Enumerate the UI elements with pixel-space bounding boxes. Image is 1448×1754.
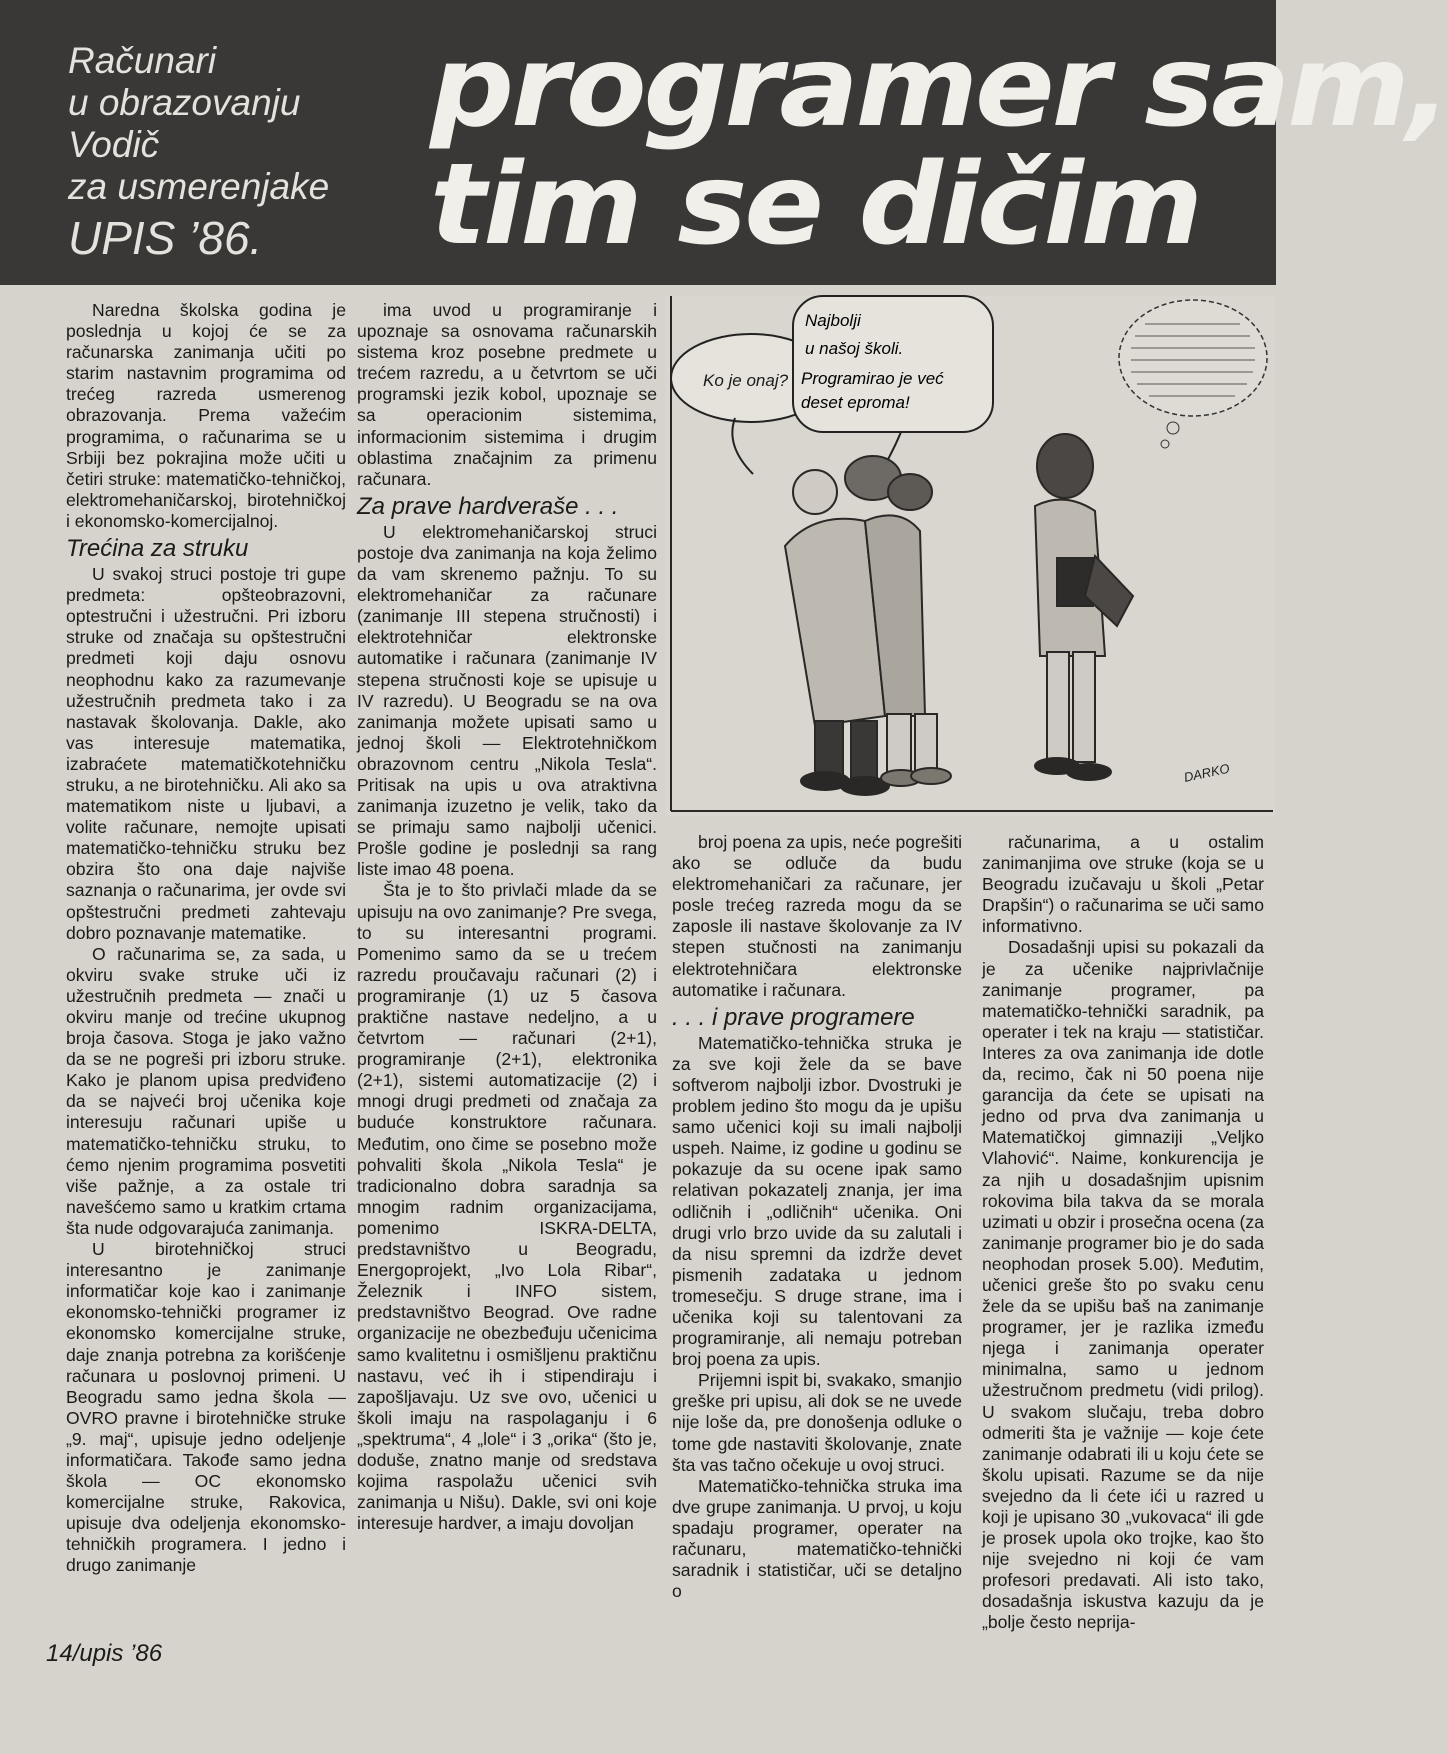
column-4	[982, 832, 1264, 1634]
bubble-right-line: u našoj školi.	[805, 339, 904, 358]
section-heading: Trećina za struku	[66, 535, 249, 563]
section-kicker	[68, 40, 329, 264]
cartoon-illustration	[665, 296, 1275, 816]
kicker-line: Računari	[68, 40, 217, 81]
upis-label: UPIS ’86.	[68, 212, 263, 264]
paragraph: U elektromehaničarskoj struci postoje dva zanimanja na koja želimo da vam skrenemo pažnju. To su elektromehaničar za računare (zanimanje III stepena stručnosti) i elektrotehničar elektronske automatike i računara (zanimanje IV stepena stručnosti koje se upisuje u IV razredu). U Beogradu se na ova zanimanja možete upisati samo u jednoj školi — Elektrotehničkom obrazovnom centru „Nikola Tesla“. Pritisak na upis u ova atraktivna zanimanja izuzetno je velik, tako da se primaju samo najbolji učenici. Prošle godine je poslednji sa rang liste imao 48 poena.	[357, 521, 657, 880]
column-3	[672, 832, 962, 1602]
column-2	[357, 300, 657, 1534]
headline-line-1: programer sam,	[430, 22, 1448, 152]
paragraph: Matematičko-tehnička struka ima dve grupe zanimanja. U prvoj, u koju spadaju programer, operater na računaru, matematičko-tehnički saradnik i statističar, uči se detaljno o	[672, 1475, 962, 1602]
bubble-right-line: Najbolji	[805, 311, 861, 330]
paragraph: Prijemni ispit bi, svakako, smanjio greške pri upisu, ali dok se ne uvede nije loše da, pre donošenja odluke o tome gde nastaviti školovanje, znate šta vas tačno očekuje u ovoj struci.	[672, 1370, 962, 1475]
kicker-line: u obrazovanju	[68, 82, 301, 123]
paragraph: Šta je to što privlači mlade da se upisuju na ovo zanimanje? Pre svega, to su interesantni programi. Pomenimo samo da se u trećem razredu proučavaju računari (2) i programiranje (1) uz 5 časova praktične nastave nedeljno, a u četvrtom — računari (2+1), programiranje (2+1), elektronika (2+1), sistemi automatizacije (2) i mnogi drugi predmeti od značaja za buduće konstruktore računara. Međutim, ono čime se posebno može pohvaliti škola „Nikola Tesla“ je tradicionalno dobra saradnja sa mnogim radnim organizacijama, pomenimo ISKRA-DELTA, predstavništvo u Beogradu, Energoprojekt, „Ivo Lola Ribar“, Železnik i INFO sistem, predstavništvo Beograd. Ove radne organizacije ne obezbeđuju učenicima samo kvalitetnu i osmišljenu praktičnu nastavu, već ih i stipendiraju i zapošljavaju. Uz sve ovo, učenici u školi imaju na raspolaganju i 6 „spektruma“, 4 „lole“ i 3 „orika“ (što je, doduše, znatno manje od sredstava kojima raspolažu učenici svih zanimanja u Nišu). Dakle, svi oni koje interesuje hardver, a imaju dovoljan	[357, 880, 657, 1534]
kicker-line: Vodič	[68, 124, 160, 165]
paragraph: U birotehničkoj struci interesantno je zanimanje informatičar koje kao i zanimanje ekonomsko-tehnički programer iz ekonomsko komercijalne struke, daje znanja potrebna za korišćenje računara u poslovnoj primeni. U Beogradu samo jedna škola — OVRO pravne i birotehničke struke „9. maj“, upisuje jedno odeljenje informatičara. Takođe samo jedna škola — OC ekonomsko komercijalne struke, Rakovica, upisuje dva odeljenja ekonomsko-tehničkih programera. I jedno i drugo zanimanje	[66, 1239, 346, 1576]
section-heading: . . . i prave programere	[672, 1003, 915, 1031]
paragraph: računarima, a u ostalim zanimanjima ove struke (koja se u Beogradu izučavaju u školi „Petar Drapšin“) o računarima se uči samo informativno.	[982, 832, 1264, 937]
paragraph: U svakoj struci postoje tri gupe predmeta: opšteobrazovni, optestručni i užestručni. Pri izboru struke od značaja su opštestručni predmeti koji daju osnovu neophodnu kako za razumevanje užestručnih predmeta tako i za nastavak školovanja. Dakle, ako vas interesuje matematika, izabraćete matematičkotehničku struku, a ne birotehničku. Ali ako sa matematikom niste u ljubavi, a volite računare, nemojte upisati matematičko-tehničku struku bez obzira što ona daje najviše saznanja o računarima, jer ovde svi opštestručni predmeti zahtevaju dobro poznavanje matematike.	[66, 564, 346, 943]
header-banner	[0, 0, 1448, 285]
bubble-right-line: deset eproma!	[801, 393, 910, 412]
paragraph: Naredna školska godina je poslednja u kojoj će se za računarska zanimanja učiti po starim nastavnim programima od trećeg razreda usmerenog obrazovanja. Prema važećim programima, o računarima se u Srbiji bez pokrajina može učiti u četiri struke: matematičko-tehničkoj, elektromehaničarskoj, birotehničkoj i ekonomsko-komercijalnoj.	[66, 300, 346, 531]
headline-line-2: tim se dičim	[430, 140, 1200, 270]
column-1	[66, 300, 346, 1577]
paragraph: O računarima se, za sada, u okviru svake struke uči iz užestručnih predmeta — znači u okviru manje od trećine ukupnog broja časova. Stoga je jako važno da se ne pogreši pri izboru struke. Kako je planom upisa predviđeno da se najveći broj učenika koje interesuju računari upiše u matematičko-tehničku struku, to ćemo njenim programima posvetiti više pažnje, a za ostale tri navešćemo samo u kratkim crtama šta nude odgovarajuća zanimanja.	[66, 943, 346, 1238]
paragraph: Dosadašnji upisi su pokazali da je za učenike najprivlačnije zanimanje programer, pa matematičko-tehnički saradnik, pa operater i tek na kraju — statističar. Interes za ova zanimanja ide dotle da, recimo, čak ni 50 poena nije garancija da ćete se upisati na jedno od prva dva zanimanja u Matematičkoj gimnaziji „Veljko Vlahović“. Naime, konkurencija je za njih u dosadašnjim upisnim rokovima bila takva da se morala uzimati u obzir i prosečna ocena (za zanimanje programer bio je do sada neophodan prosek 5.00). Međutim, učenici greše što po svaku cenu žele da se upišu baš na zanimanje programer, jer je razlika između njega i zanimanja operater minimalna, samo u jednom užestručnom predmetu (vidi prilog). U svakom slučaju, treba dobro odmeriti šta je važnije — koje ćete zanimanje odabrati ili u koju ćete se školu upisati. Razume se da nije svejedno da li ćete ići u razred u koji je upisano 30 „vukovaca“ ili gde je prosek upola oko trojke, kao što nije svejedno ni koji će vam profesori predavati. Ali isto tako, dosadašnja iskustva kazuju da je „bolje često neprija-	[982, 937, 1264, 1633]
kicker-line: za usmerenjake	[68, 166, 330, 207]
page-number: 14/upis ’86	[46, 1640, 163, 1667]
paragraph: Matematičko-tehnička struka je za sve koji žele da se bave softverom najbolji izbor. Dvostruki je problem jedino što mogu da je upišu samo učenici koji su imali najbolji uspeh. Naime, iz godine u godinu se pokazuje da su ocene ipak samo relativan pokazatelj znanja, jer ima odličnih i „odličnih“ učenika. Oni drugi vrlo brzo uvide da su zalutali i da nisu spremni da izdrže devet pismenih zadataka u jednom tromesečju. S druge strane, ima i učenika koji su talentovani za programiranje, ali nemaju potreban broj poena za upis.	[672, 1032, 962, 1370]
article-headline	[430, 22, 1448, 270]
paragraph: broj poena za upis, neće pogrešiti ako se odluče da budu elektromehaničari za računare, jer posle trećeg razreda mogu da se zaposle ili nastave školovanje za IV stepen stučnosti na zanimanju elektrotehničara elektronske automatike i računara.	[672, 832, 962, 1000]
section-heading: Za prave hardveraše . . .	[357, 492, 619, 520]
bubble-left-text: Ko je onaj?	[703, 371, 789, 390]
artist-signature: DARKO	[1182, 760, 1231, 785]
bubble-right-line: Programirao je već	[801, 369, 944, 388]
paragraph: ima uvod u programiranje i upoznaje sa osnovama računarskih sistema kroz posebne predmete u trećem razredu, a u četvrtom se uči programski jezik kobol, upoznaje se sa operacionim sistemima, informacionim sistemima i drugim oblastima značajnim za primenu računara.	[357, 300, 657, 489]
